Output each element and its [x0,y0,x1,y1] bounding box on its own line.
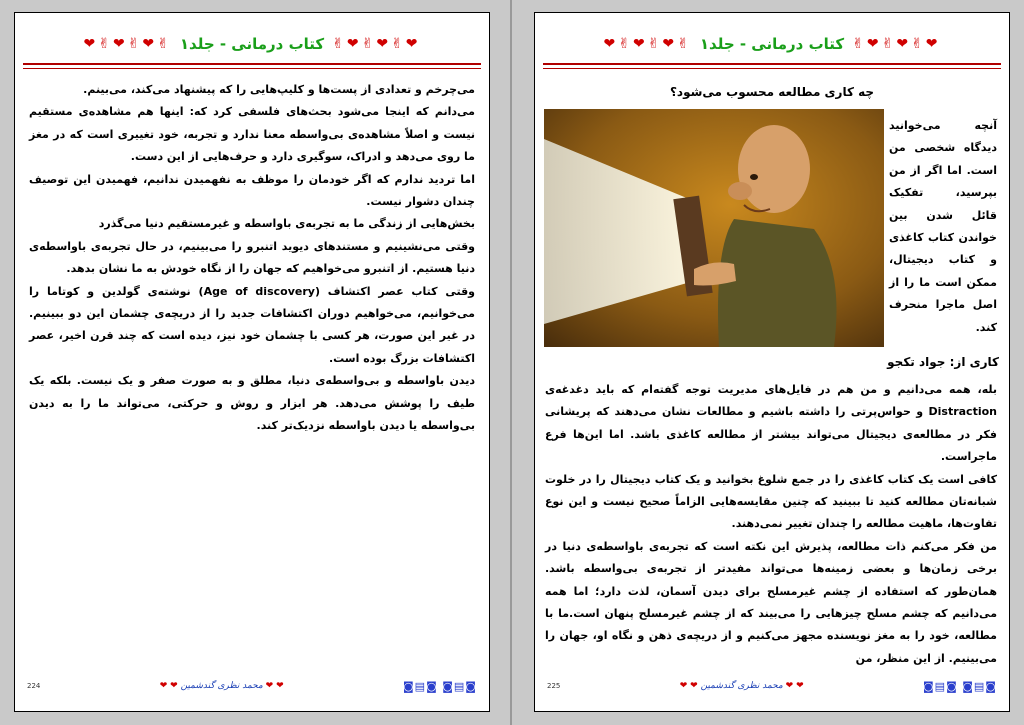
heart-icon: ❤ ❤ [265,681,284,691]
header-decoration-hearts-icon: ❤✌❤✌❤✌ [332,36,421,52]
author-signature [160,681,284,691]
signature-text: محمد نظری گندشمین [700,681,783,691]
section-title: چه کاری مطالعه محسوب می‌شود؟ [669,85,875,99]
paragraph: وقتی کتاب عصر اکتشاف (Age of discovery) نوشته‌ی گولدین و کوتاما را می‌خوانیم، می‌خواهیم دوران اکتشافات جدید را از دریچه‌ی چشمان این دو ببینیم. در غیر این صورت، هر کسی با چشمان خود نیز، دیده است که چند قرن اخیر، عصر اکتشافات بزرگ بوده است. [29,284,476,365]
header-decoration-hearts-icon: ❤✌❤✌❤✌ [852,36,941,52]
header-rule [23,63,481,65]
paragraph: اما تردید ندارم که اگر خودمان را موظف به نفهمیدن ندانیم، فهمیدن این توصیف چندان دشوار نیست. [29,172,475,209]
page-gutter [510,0,512,725]
page-number: 225 [547,682,561,690]
footer-ornament-icon: ◙▤◙ ◙▤◙ [403,679,477,693]
page-224 [14,12,490,712]
book-title: کتاب درمانی - جلد۱ [179,35,325,53]
paragraph: وقتی می‌نشینیم و مستندهای دیوید اتنبرو را می‌بینیم، در حال تجربه‌ی باواسطه‌ی دنیا هستیم. از اتنبرو می‌خواهیم که جهان را از نگاه خودش به ما نشان بدهد. [29,239,475,276]
page-225 [534,12,1010,712]
signature-text: محمد نظری گندشمین [180,681,263,691]
page-header [15,31,489,57]
heart-icon: ❤ ❤ [159,681,178,691]
paragraph: می‌دانم که اینجا می‌شود بحث‌های فلسفی کرد که: اینها هم مشاهده‌ی مستقیم نیست و اصلاً مشاهده‌ی بی‌واسطه معنا ندارد و تجربه، خود تغییری است که در مغز ما روی می‌دهد و ادراک، سوگیری دارد و حرف‌هایی از این دست. [29,105,475,164]
header-rule-thin [23,68,481,69]
heart-icon: ❤ ❤ [679,681,698,691]
paragraph: بله، همه می‌دانیم و من هم در فایل‌های مدیریت توجه گفته‌ام که باید دغدغه‌ی Distraction و حواس‌پرتی را داشته باشیم و مطالعات نشان می‌دهند که پریشانی فکر در مطالعه‌ی دیجیتال می‌تواند بیشتر از مطالعه کاغذی باشد. اما این‌ها فرع ماجراست. [545,383,997,464]
book-title: کتاب درمانی - جلد۱ [699,35,845,53]
body-text [29,79,475,438]
body-text [545,379,997,670]
illustration-credit: کاری از: جواد تکجو [887,355,999,369]
author-signature [680,681,804,691]
footer-ornament-icon: ◙▤◙ ◙▤◙ [923,679,997,693]
page-footer [547,679,997,693]
cartoon-illustration [544,109,884,347]
paragraph: می‌چرخم و تعدادی از پست‌ها و کلیپ‌هایی را که پیشنهاد می‌کند، می‌بینم. [83,83,475,96]
paragraph: من فکر می‌کنم ذات مطالعه، پذیرش این نکته است که تجربه‌ی باواسطه‌ی دنیا در برخی زمان‌ها و بعضی زمینه‌ها می‌تواند مفیدتر از تجربه‌ی بی‌واسطه باشد. همان‌طور که استفاده از چشم غیرمسلح برای دیدن آسمان، لذت دارد؛ اما همه می‌دانیم که چشم مسلح چیزهایی را می‌بیند که از چشم غیرمسلح پنهان است.ما با مطالعه، خود را به مغز نویسنده مجهز می‌کنیم و از دریچه‌ی ذهن و نگاه او، جهان را می‌بینیم. از این منظر، من [545,539,997,665]
side-text: آنچه می‌خوانید دیدگاه شخصی من است. اما اگر از من بپرسید، تفکیک قائل شدن بین خواندن کتاب کاغذی و کتاب دیجیتال، ممکن است ما را از اصل ماجرا منحرف کند. [889,119,997,334]
paragraph: دیدن باواسطه و بی‌واسطه‌ی دنیا، مطلق و به صورت صفر و یک نیست. بلکه یک طیف را پوشش می‌دهد. هر ابزار و روش و حرکتی، می‌تواند ما را به دیدن بی‌واسطه یا دیدن باواسطه نزدیک‌تر کند. [29,374,475,433]
page-footer [27,679,477,693]
header-rule-thin [543,68,1001,69]
paragraph: بخش‌هایی از زندگی ما به تجربه‌ی باواسطه و غیرمستقیم دنیا می‌گذرد [98,217,475,231]
paragraph: کافی است یک کتاب کاغذی را در جمع شلوغ بخوانید و یک کتاب دیجیتال را در خلوت شبانه‌تان مطالعه کنید تا ببینید که چنین مقایسه‌هایی الزاماً صحیح نیست و این نوع تفاوت‌ها، ماهیت مطالعه را چندان تغییر نمی‌دهند. [545,472,997,531]
header-decoration-hearts-icon: ✌❤✌❤✌❤ [83,36,172,52]
header-rule [543,63,1001,65]
page-header [535,31,1009,57]
page-number: 224 [27,682,41,690]
header-decoration-hearts-icon: ✌❤✌❤✌❤ [603,36,692,52]
heart-icon: ❤ ❤ [785,681,804,691]
